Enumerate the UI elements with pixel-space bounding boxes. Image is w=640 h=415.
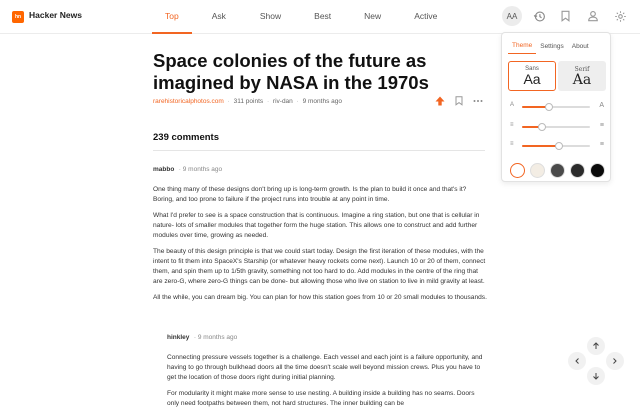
- article-domain[interactable]: rarehistoricalphotos.com: [153, 98, 224, 105]
- theme-swatch-light[interactable]: [510, 163, 525, 178]
- article-meta: [153, 98, 342, 105]
- font-option-sample: Aa: [572, 71, 592, 88]
- theme-swatch-charcoal[interactable]: [570, 163, 585, 178]
- article-points: 311 points: [233, 98, 264, 105]
- reader-settings-panel: [501, 32, 611, 182]
- comment-body: [153, 185, 487, 303]
- nav-new[interactable]: New: [364, 11, 382, 21]
- meta-separator: ·: [296, 98, 299, 105]
- nav-best[interactable]: Best: [314, 11, 332, 21]
- font-option-serif[interactable]: [558, 61, 606, 91]
- line-spacing-small-icon: ≡: [510, 122, 514, 128]
- top-bar: [0, 0, 640, 34]
- comment-paragraph: The beauty of this design principle is that we could start today. Design the first iteration of these modules, with the intent to fit them into SpaceX's Starship (or whatever heavy rockets come next). Launch 10 or 20 of them, connect them, and spin them up to 1/5th gravity, something not too hard to do. Add modules in the centre of the ring that are zero-G, where zero-G things can be done- but allowing those who live on station to live in mild gravity at least.: [153, 248, 486, 285]
- comment-paragraph: What I'd prefer to see is a space construction that is continuous. Imagine a ring station, but one that is cellular in nature- lots of smaller modules that together form the huge station. This allows one to construct and add further modules over time, growing as needed.: [153, 212, 480, 239]
- slider-knob[interactable]: [555, 142, 563, 150]
- scroll-up-button[interactable]: [587, 337, 605, 355]
- paragraph-spacing-small-icon: ≡: [510, 141, 514, 147]
- font-size-slider[interactable]: [510, 102, 604, 112]
- font-option-sans[interactable]: [508, 61, 556, 91]
- article-time: 9 months ago: [302, 98, 342, 105]
- scroll-top-button[interactable]: [568, 352, 586, 370]
- comment-paragraph: One thing many of these designs don't bring up is long-term growth. Is the plan to build it once and that's it? Boring, and too prone to failure if the project runs into trouble at any point in time.: [153, 186, 467, 203]
- meta-separator: ·: [227, 98, 230, 105]
- small-text-icon: A: [510, 102, 515, 108]
- more-options-icon[interactable]: [473, 96, 483, 106]
- article-title[interactable]: Space colonies of the future as imagined by NASA in the 1970s: [153, 50, 429, 93]
- divider: [153, 150, 485, 151]
- bookmark-icon[interactable]: [555, 6, 575, 26]
- font-option-label: Serif: [574, 65, 590, 73]
- font-option-label: Sans: [525, 66, 539, 72]
- comment-separator: ·: [193, 334, 198, 341]
- comment-time: 9 months ago: [197, 334, 238, 341]
- user-icon[interactable]: [583, 6, 603, 26]
- slider-knob[interactable]: [545, 103, 553, 111]
- line-spacing-slider[interactable]: [510, 122, 604, 132]
- nav-top[interactable]: Top: [152, 0, 192, 34]
- theme-swatch-dark-gray[interactable]: [550, 163, 565, 178]
- nav-ask[interactable]: Ask: [211, 11, 226, 21]
- slider-fill: [522, 145, 559, 147]
- slider-track[interactable]: [522, 145, 590, 147]
- line-spacing-large-icon: ≡: [599, 122, 604, 129]
- comment-header: [153, 158, 487, 176]
- history-icon[interactable]: [529, 6, 549, 26]
- comment-body: [167, 353, 485, 409]
- scroll-bottom-button[interactable]: [606, 352, 624, 370]
- comment-paragraph: For modularity it might make more sense to use nesting. A building inside a building has no seams. Doors only need footpaths between them, not hard structures. The inner building can be: [167, 390, 475, 407]
- theme-swatch-sepia[interactable]: [530, 163, 545, 178]
- article-author[interactable]: riv-dan: [272, 98, 293, 105]
- settings-icon[interactable]: [610, 6, 630, 26]
- font-option-sample: Aa: [523, 71, 541, 87]
- main-nav: [152, 0, 458, 34]
- nav-show[interactable]: Show: [259, 11, 282, 21]
- comment-time: 9 months ago: [182, 166, 223, 173]
- slider-track[interactable]: [522, 106, 590, 108]
- slider-knob[interactable]: [538, 123, 546, 131]
- brand-name[interactable]: Hacker News: [29, 10, 82, 20]
- nav-active[interactable]: Active: [414, 11, 438, 21]
- comment-author[interactable]: mabbo: [153, 166, 175, 173]
- hn-logo[interactable]: hn: [12, 11, 24, 23]
- comment-header: [167, 326, 485, 344]
- comment: [153, 158, 487, 309]
- theme-swatch-black[interactable]: [590, 163, 605, 178]
- bookmark-article-icon[interactable]: [454, 96, 464, 106]
- comment-reply: [167, 326, 485, 415]
- comment-paragraph: Connecting pressure vessels together is a challenge. Each vessel and each joint is a failure opportunity, and having to go through bulkhead doors all the time doesn't scale well beyond mission crews. Plus you have to get the location of those doors right during initial planning.: [167, 354, 483, 381]
- settings-tabs: [508, 38, 606, 54]
- meta-separator: ·: [266, 98, 270, 105]
- slider-track[interactable]: [522, 126, 590, 128]
- tab-settings[interactable]: Settings: [540, 42, 564, 50]
- text-size-button[interactable]: AA: [502, 6, 522, 26]
- paragraph-spacing-slider[interactable]: [510, 141, 604, 151]
- tab-theme[interactable]: Theme: [508, 38, 536, 54]
- comment-separator: ·: [178, 166, 183, 173]
- tab-about[interactable]: About: [571, 42, 589, 50]
- comment-paragraph: All the while, you can dream big. You can plan for how this station goes from 10 or 20 small modules to thousands.: [153, 294, 487, 301]
- comments-count: 239 comments: [153, 132, 220, 143]
- scroll-down-button[interactable]: [587, 367, 605, 385]
- paragraph-spacing-large-icon: ≡: [599, 141, 604, 148]
- comment-author[interactable]: hinkley: [167, 334, 190, 341]
- upvote-icon[interactable]: [435, 96, 445, 106]
- large-text-icon: A: [599, 102, 604, 109]
